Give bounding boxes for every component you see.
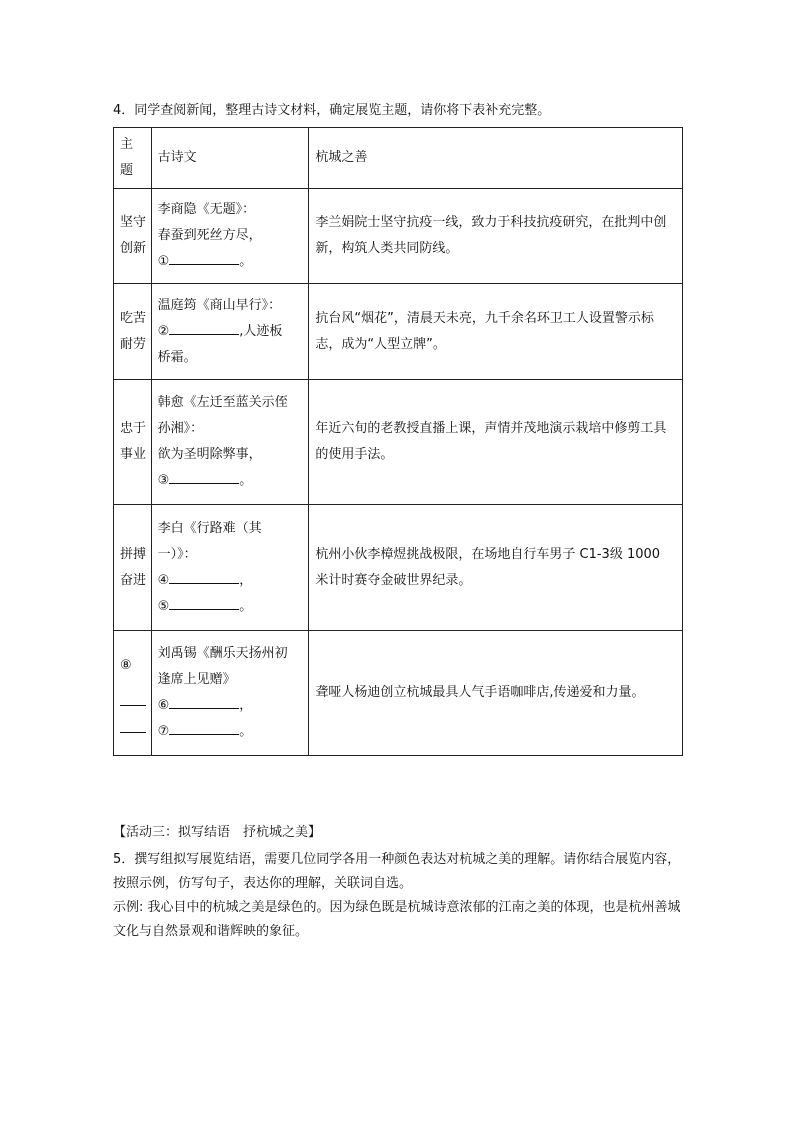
table-row	[114, 631, 683, 756]
answer-blank-3[interactable]	[169, 469, 239, 484]
table-header-row	[114, 128, 683, 189]
theme-cell: 拼搏 奋进	[114, 505, 152, 631]
question-5-prompt: 5．撰写组拟写展览结语，需要几位同学各用一种颜色表达对杭城之美的理解。请你结合展览内容，按照示例，仿写句子，表达你的理解，关联词自选。	[113, 852, 681, 891]
answer-blank-8-line-1[interactable]	[120, 679, 146, 706]
answer-blank-4[interactable]	[169, 569, 239, 584]
answer-blank-6[interactable]	[169, 694, 239, 709]
news-cell: 聋哑人杨迪创立杭城最具人气手语咖啡店,传递爱和力量。	[309, 631, 683, 756]
poem-cell: 刘禹锡《酬乐天扬州初 逢席上见赠》 ⑥ ， ⑦ 。	[151, 631, 309, 756]
question-4-prompt: 4．同学查阅新闻，整理古诗文材料，确定展览主题，请你将下表补充完整。	[113, 103, 551, 118]
poem-cell: 韩愈《左迁至蓝关示侄 孙湘》： 欲为圣明除弊事， ③ 。	[151, 380, 309, 505]
question-5-example: 示例: 我心目中的杭城之美是绿色的。因为绿色既是杭城诗意浓郁的江南之美的体现，也是杭州善城文化与自然景观和谐辉映的象征。	[113, 900, 681, 939]
table-row	[114, 284, 683, 380]
news-cell: 李兰娟院士坚守抗疫一线，致力于科技抗疫研究，在批判中创新，构筑人类共同防线。	[309, 189, 683, 284]
header-news: 杭城之善	[309, 128, 683, 189]
poem-cell: 李商隐《无题》： 春蚕到死丝方尽， ① 。	[151, 189, 309, 284]
activity-3-title: 【活动三：拟写结语 抒杭城之美】	[113, 825, 322, 840]
news-cell: 年近六旬的老教授直播上课，声情并茂地演示栽培中修剪工具的使用手法。	[309, 380, 683, 505]
news-cell: 杭州小伙李樟煜挑战极限，在场地自行车男子 C1-3级 1000 米计时赛夺金破世界纪录。	[309, 505, 683, 631]
header-theme: 主题	[114, 128, 152, 189]
answer-blank-8-line-2[interactable]	[120, 706, 146, 733]
header-poem: 古诗文	[151, 128, 309, 189]
answer-blank-1[interactable]	[169, 250, 239, 265]
answer-blank-5[interactable]	[169, 595, 239, 610]
theme-cell: ⑧	[114, 631, 152, 756]
answer-blank-2[interactable]	[169, 320, 239, 335]
table-row	[114, 505, 683, 631]
poem-cell: 温庭筠《商山早行》： ② ,人迹板 桥霜。	[151, 284, 309, 380]
question-5	[113, 848, 683, 944]
table-row	[114, 380, 683, 505]
table-row	[114, 189, 683, 284]
poem-cell: 李白《行路难（其 一）》： ④ ， ⑤ 。	[151, 505, 309, 631]
answer-blank-7[interactable]	[169, 720, 239, 735]
theme-cell: 坚守 创新	[114, 189, 152, 284]
news-cell: 抗台风“烟花”，清晨天未亮，九千余名环卫工人设置警示标志，成为“人型立牌”。	[309, 284, 683, 380]
exhibition-table	[113, 127, 683, 756]
theme-cell: 忠于 事业	[114, 380, 152, 505]
theme-cell: 吃苦 耐劳	[114, 284, 152, 380]
